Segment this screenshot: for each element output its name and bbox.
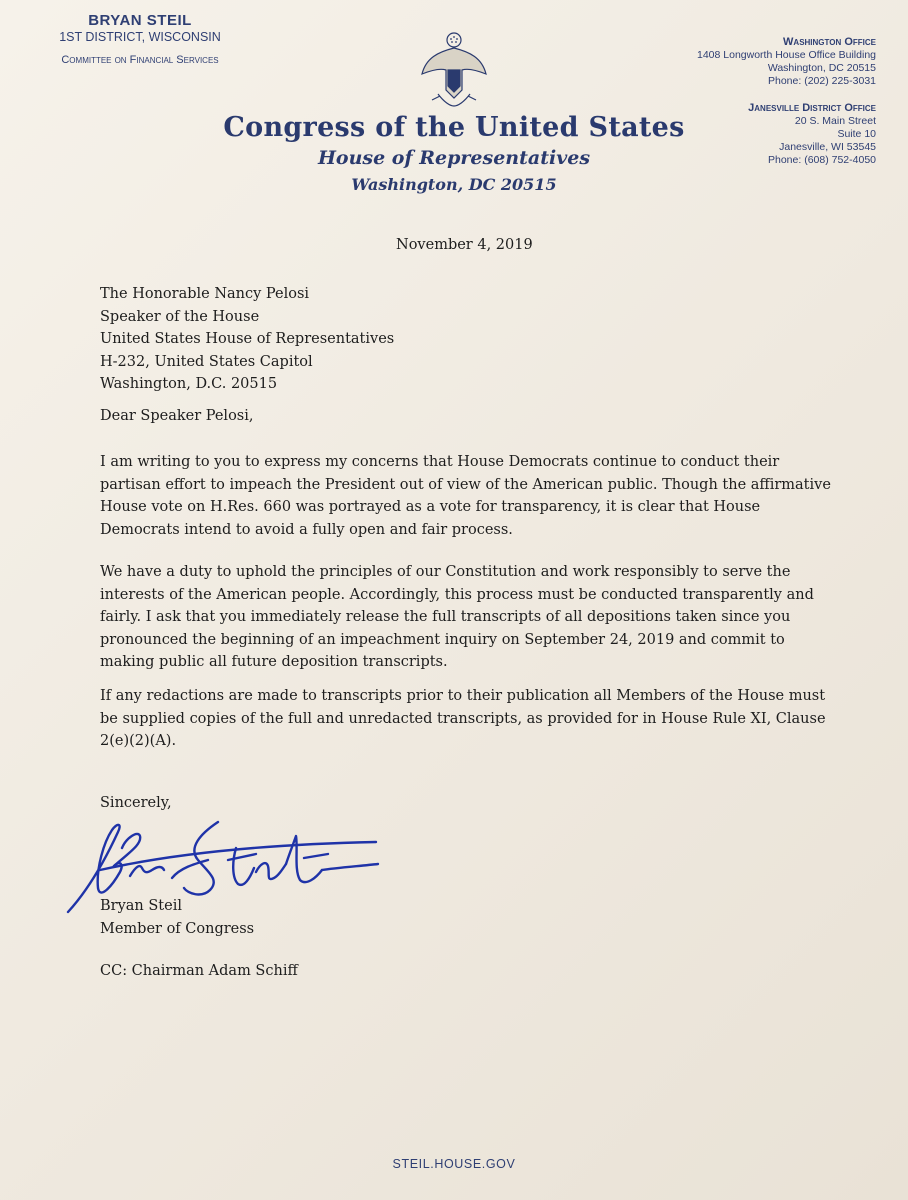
janesville-office-phone: Phone: (608) 752-4050 bbox=[768, 154, 876, 166]
janesville-office-line1: 20 S. Main Street bbox=[794, 115, 876, 127]
signer-block bbox=[100, 895, 820, 940]
salutation: Dear Speaker Pelosi, bbox=[100, 408, 254, 424]
janesville-office-line2: Suite 10 bbox=[837, 128, 876, 140]
recipient-line: United States House of Representatives bbox=[100, 331, 395, 347]
representative-committee: Committee on Financial Services bbox=[61, 54, 219, 66]
paragraph-2: We have a duty to uphold the principles of our Constitution and work responsibly to serve the interests of the American people. Accordingly, this process must be conducted transparently and fairly. I ask that you immediately release the full transcripts of all depositions taken since you pronounced the beginning of an impeachment inquiry on September 24, 2019 and commit to making public all future deposition transcripts. bbox=[100, 564, 814, 670]
recipient-line: The Honorable Nancy Pelosi bbox=[100, 286, 310, 302]
signer-name: Bryan Steil bbox=[100, 898, 182, 914]
recipient-address bbox=[100, 283, 820, 396]
letterhead-city: Washington, DC 20515 bbox=[351, 175, 557, 194]
letter-date: November 4, 2019 bbox=[396, 237, 533, 253]
letterhead bbox=[200, 112, 708, 194]
paragraph-3: If any redactions are made to transcripts prior to their publication all Members of the House must be supplied copies of the full and unredacted transcripts, as provided for in House Rule XI, Clause 2(e)(2)(A). bbox=[100, 688, 826, 749]
letterhead-house: House of Representatives bbox=[317, 147, 591, 169]
recipient-line: Washington, D.C. 20515 bbox=[100, 376, 278, 392]
paragraph-1: I am writing to you to express my concerns that House Democrats continue to conduct their partisan effort to impeach the President out of view of the American public. Though the affirmative House vote on H.Res. 660 was portrayed as a vote for transparency, it is clear that House Democrats intend to avoid a fully open and fair process. bbox=[100, 454, 831, 538]
janesville-office-line3: Janesville, WI 53545 bbox=[779, 141, 876, 153]
recipient-line: H-232, United States Capitol bbox=[100, 353, 313, 370]
washington-office-line2: Washington, DC 20515 bbox=[767, 62, 876, 74]
letterhead-title: Congress of the United States bbox=[223, 112, 685, 143]
recipient-line: Speaker of the House bbox=[100, 308, 260, 325]
representative-name: BRYAN STEIL bbox=[88, 12, 192, 29]
website-footer: STEIL.HOUSE.GOV bbox=[392, 1157, 516, 1171]
janesville-office-title: Janesville District Office bbox=[748, 102, 876, 114]
representative-block bbox=[40, 12, 240, 66]
washington-office-title: Washington Office bbox=[783, 36, 876, 48]
signer-title: Member of Congress bbox=[100, 920, 255, 937]
washington-office-line1: 1408 Longworth House Office Building bbox=[696, 49, 876, 61]
washington-office-phone: Phone: (202) 225-3031 bbox=[768, 75, 876, 87]
representative-district: 1ST DISTRICT, WISCONSIN bbox=[59, 30, 221, 44]
closing: Sincerely, bbox=[100, 795, 172, 811]
cc-line: CC: Chairman Adam Schiff bbox=[100, 963, 298, 979]
great-seal-icon bbox=[418, 30, 490, 110]
